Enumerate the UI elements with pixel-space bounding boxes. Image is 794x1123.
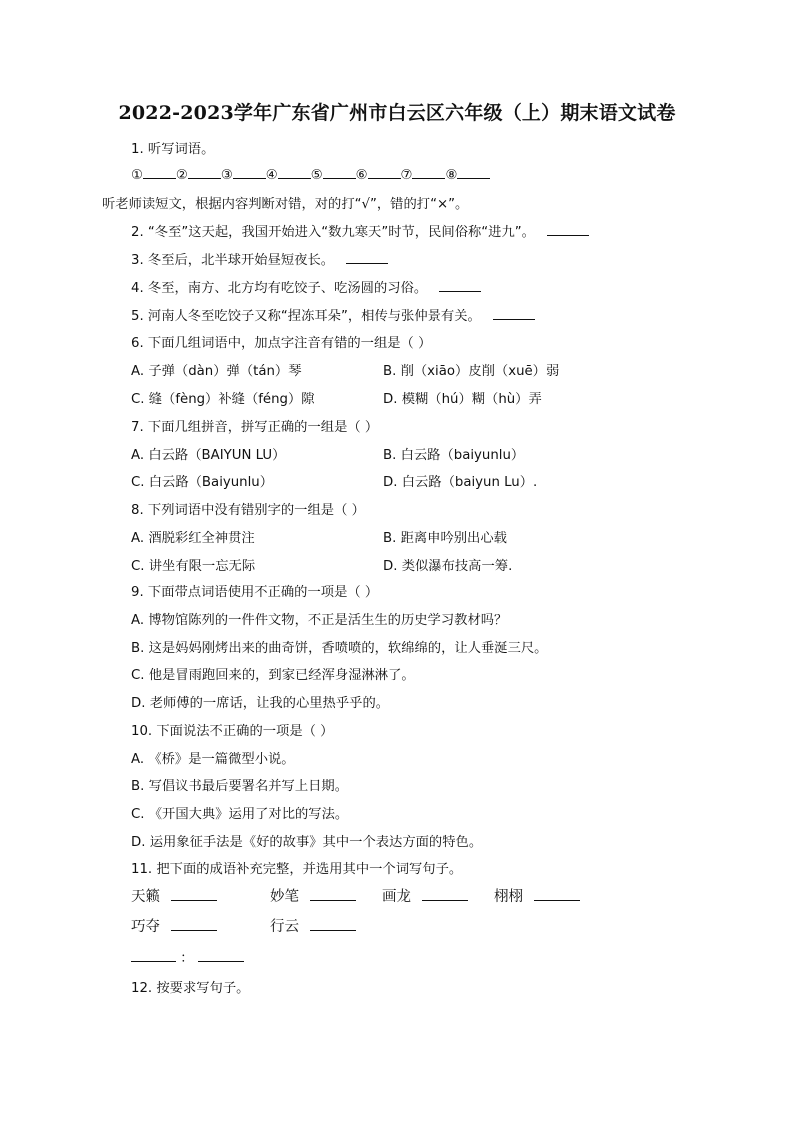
idiom-blank[interactable] <box>171 917 217 931</box>
chosen-idiom-blank[interactable] <box>131 948 176 962</box>
q8-option-c[interactable]: C. 讲坐有限一忘无际 <box>131 559 256 574</box>
q9-option-a[interactable]: A. 博物馆陈列的一件件文物，不正是活生生的历史学习教材吗？ <box>131 613 508 628</box>
idiom-text: 妙笔 <box>270 889 299 905</box>
question-3 <box>131 249 388 268</box>
dictation-slot-label: ④ <box>265 168 278 183</box>
question-7: 7. 下面几组拼音，拼写正确的一组是（ ） <box>131 420 379 435</box>
question-5 <box>131 305 535 324</box>
idiom-3 <box>382 885 468 906</box>
idiom-6 <box>270 915 356 936</box>
idiom-blank[interactable] <box>422 887 468 901</box>
idiom-4 <box>494 885 580 906</box>
idiom-blank[interactable] <box>171 887 217 901</box>
question-12: 12. 按要求写句子。 <box>131 981 250 996</box>
question-10: 10. 下面说法不正确的一项是（ ） <box>131 724 334 739</box>
q7-option-b[interactable]: B. 白云路（baiyunlu） <box>383 448 525 463</box>
idiom-blank[interactable] <box>534 887 580 901</box>
question-4-text: 4. 冬至，南方、北方均有吃饺子、吃汤圆的习俗。 <box>131 281 428 296</box>
answer-blank[interactable] <box>547 222 589 236</box>
q6-option-c[interactable]: C. 缝（fèng）补缝（féng）隙 <box>131 392 315 407</box>
dictation-blank[interactable] <box>457 165 490 179</box>
idiom-text: 天籁 <box>131 889 160 905</box>
q9-option-d[interactable]: D. 老师傅的一席话，让我的心里热乎乎的。 <box>131 696 390 711</box>
dictation-slot-label: ⑤ <box>310 168 323 183</box>
q7-option-c[interactable]: C. 白云路（Baiyunlu） <box>131 475 274 490</box>
answer-blank[interactable] <box>493 306 535 320</box>
q8-option-b[interactable]: B. 距离申吟别出心载 <box>383 531 507 546</box>
q6-option-b[interactable]: B. 削（xiāo）皮削（xuē）弱 <box>383 364 560 379</box>
q6-option-d[interactable]: D. 模糊（hú）糊（hù）弄 <box>383 392 542 407</box>
dictation-slot-label: ③ <box>220 168 233 183</box>
q10-option-d[interactable]: D. 运用象征手法是《好的故事》其中一个表达方面的特色。 <box>131 835 483 850</box>
dictation-blank[interactable] <box>368 165 401 179</box>
dictation-blank[interactable] <box>188 165 221 179</box>
question-11: 11. 把下面的成语补充完整，并选用其中一个词写句子。 <box>131 862 463 877</box>
dictation-blank[interactable] <box>233 165 266 179</box>
dictation-slot-label: ⑦ <box>400 168 413 183</box>
dictation-blank[interactable] <box>278 165 311 179</box>
dictation-slot-label: ⑥ <box>355 168 368 183</box>
sentence-line <box>131 947 244 966</box>
question-5-text: 5. 河南人冬至吃饺子又称“捏冻耳朵”，相传与张仲景有关。 <box>131 309 481 324</box>
dictation-blank[interactable] <box>412 165 445 179</box>
idiom-1 <box>131 885 217 906</box>
answer-blank[interactable] <box>439 278 481 292</box>
question-2-text: 2. “冬至”这天起，我国开始进入“数九寒天”时节，民间俗称“进九”。 <box>131 225 535 240</box>
dictation-blank[interactable] <box>323 165 356 179</box>
q8-option-d[interactable]: D. 类似瀑布技高一筹. <box>383 559 513 574</box>
dictation-slot-label: ⑧ <box>445 168 458 183</box>
idiom-2 <box>270 885 356 906</box>
idiom-text: 巧夺 <box>131 919 160 935</box>
q8-option-a[interactable]: A. 酒脱彩红全神贯注 <box>131 531 255 546</box>
q9-option-c[interactable]: C. 他是冒雨跑回来的，到家已经浑身湿淋淋了。 <box>131 668 415 683</box>
exam-title: 2022-2023学年广东省广州市白云区六年级（上）期末语文试卷 <box>118 102 676 124</box>
sentence-blank[interactable] <box>198 948 244 962</box>
colon-text: ： <box>180 951 194 966</box>
q7-option-d[interactable]: D. 白云路（baiyun Lu）. <box>383 475 538 490</box>
question-6: 6. 下面几组词语中，加点字注音有错的一组是（ ） <box>131 336 432 351</box>
instruction-text: 听老师读短文，根据内容判断对错，对的打“√”，错的打“×”。 <box>102 197 469 212</box>
dictation-slots <box>131 165 490 183</box>
idiom-text: 画龙 <box>382 889 411 905</box>
dictation-slot-label: ② <box>175 168 188 183</box>
idiom-text: 栩栩 <box>494 889 523 905</box>
q9-option-b[interactable]: B. 这是妈妈刚烤出来的曲奇饼，香喷喷的，软绵绵的，让人垂涎三尺。 <box>131 641 548 656</box>
question-1: 1. 听写词语。 <box>131 142 215 157</box>
q10-option-b[interactable]: B. 写倡议书最后要署名并写上日期。 <box>131 779 349 794</box>
question-4 <box>131 277 481 296</box>
dictation-blank[interactable] <box>143 165 176 179</box>
question-9: 9. 下面带点词语使用不正确的一项是（ ） <box>131 585 379 600</box>
question-2 <box>131 221 589 240</box>
idiom-blank[interactable] <box>310 887 356 901</box>
dictation-slot-label: ① <box>131 168 143 183</box>
answer-blank[interactable] <box>346 250 388 264</box>
q6-option-a[interactable]: A. 子弹（dàn）弹（tán）琴 <box>131 364 302 379</box>
q10-option-c[interactable]: C. 《开国大典》运用了对比的写法。 <box>131 807 349 822</box>
idiom-text: 行云 <box>270 919 299 935</box>
idiom-5 <box>131 915 217 936</box>
question-8: 8. 下列词语中没有错别字的一组是（ ） <box>131 503 365 518</box>
q7-option-a[interactable]: A. 白云路（BAIYUN LU） <box>131 448 286 463</box>
question-3-text: 3. 冬至后，北半球开始昼短夜长。 <box>131 253 335 268</box>
idiom-blank[interactable] <box>310 917 356 931</box>
q10-option-a[interactable]: A. 《桥》是一篇微型小说。 <box>131 752 295 767</box>
